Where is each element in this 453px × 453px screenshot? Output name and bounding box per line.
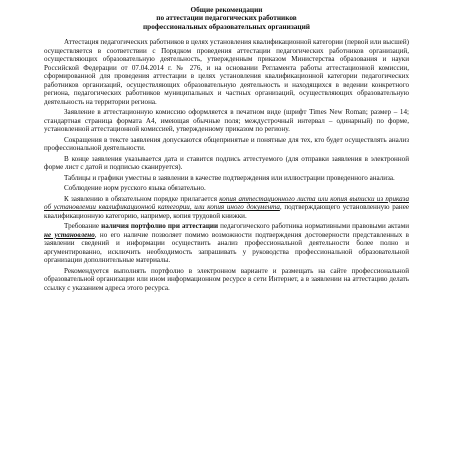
paragraph-required-attachment	[44, 195, 409, 221]
attachment-text-start: К заявлению в обязательном порядке прилагается	[64, 194, 220, 203]
paragraph-language-norms: Соблюдение норм русского языка обязательно.	[64, 184, 206, 193]
paragraph-tables-graphs: Таблицы и графики уместны в заявлении в качестве подтверждения или иллюстрации проведенного анализа.	[64, 173, 395, 182]
title-line-1: Общие рекомендации	[190, 5, 263, 14]
paragraph-application-format: Заявление в аттестационную комиссию оформляется в печатном виде (шрифт Times New Roman; размер – 14; стандартная страница формата А4, имеющая обычные поля; междустрочный интервал – одинарный) по форме, установленной аттестационной комиссией, утвержденному приказом по региону.	[44, 108, 409, 134]
paragraph-attestation-basis: Аттестация педагогических работников в целях установления квалификационной категории (первой или высшей) осуществляется в соответствии с Порядком проведения аттестации педагогических работников организаций, осуществляющих образовательную деятельность, утвержденным приказом Министерства образования и науки Российской Федерации от 07.04.2014 г. № 276, и на основании Регламента работы аттестационной комиссии, сформированной для проведения аттестации в целях установления квалификационной категории педагогических работников организаций, осуществляющих образовательную деятельность и находящихся в ведении конкретного региона, педагогических работников муниципальных и частных организаций, осуществляющих образовательную деятельность на территории региона.	[44, 38, 409, 106]
portfolio-text-start: Требование	[64, 222, 102, 231]
portfolio-not-established: не установлено	[44, 230, 95, 239]
paragraph-abbreviations: Сокращения в тексте заявления допускаются общепринятые и понятные для тех, кто будет осуществлять анализ профессиональной деятельности.	[44, 135, 409, 153]
attachment-document-list: копия аттестационного листа или копия выписки из приказа об установлении квалификационной категории, или копия иного документа	[44, 194, 409, 212]
attachment-text-end: , подтверждающего установленную ранее квалификационную категорию, например, копия трудовой книжки.	[44, 203, 409, 220]
paragraph-portfolio-requirement	[44, 222, 409, 265]
title-line-2: по аттестации педагогических работников	[156, 13, 297, 23]
paragraph-date-signature: В конце заявления указывается дата и ставится подпись аттестуемого (для отправки заявления в электронной форме лист с датой и подписью сканируется).	[44, 154, 409, 172]
portfolio-text-middle: педагогического работника нормативными правовыми актами	[218, 222, 409, 231]
portfolio-text-end: , но его наличие позволяет помимо возможности подтверждения достоверности представленных в заявлении сведений и информации осуществить анализ профессиональной деятельности более полно и аргументированно, исключить необходимость запрашивать у руководства профессиональной образовательной организации дополнительные материалы.	[44, 230, 409, 265]
paragraph-portfolio-recommendation: Рекомендуется выполнять портфолио в электронном варианте и размещать на сайте профессиональной образовательной организации или ином информационном ресурсе в сети Интернет, а в заявлении на аттестацию делать ссылку с указанием адреса этого ресурса.	[44, 266, 409, 292]
title-line-3: профессиональных образовательных организаций	[142, 21, 311, 31]
document-title	[44, 6, 409, 31]
portfolio-bold-phrase: наличия портфолио при аттестации	[101, 222, 219, 231]
